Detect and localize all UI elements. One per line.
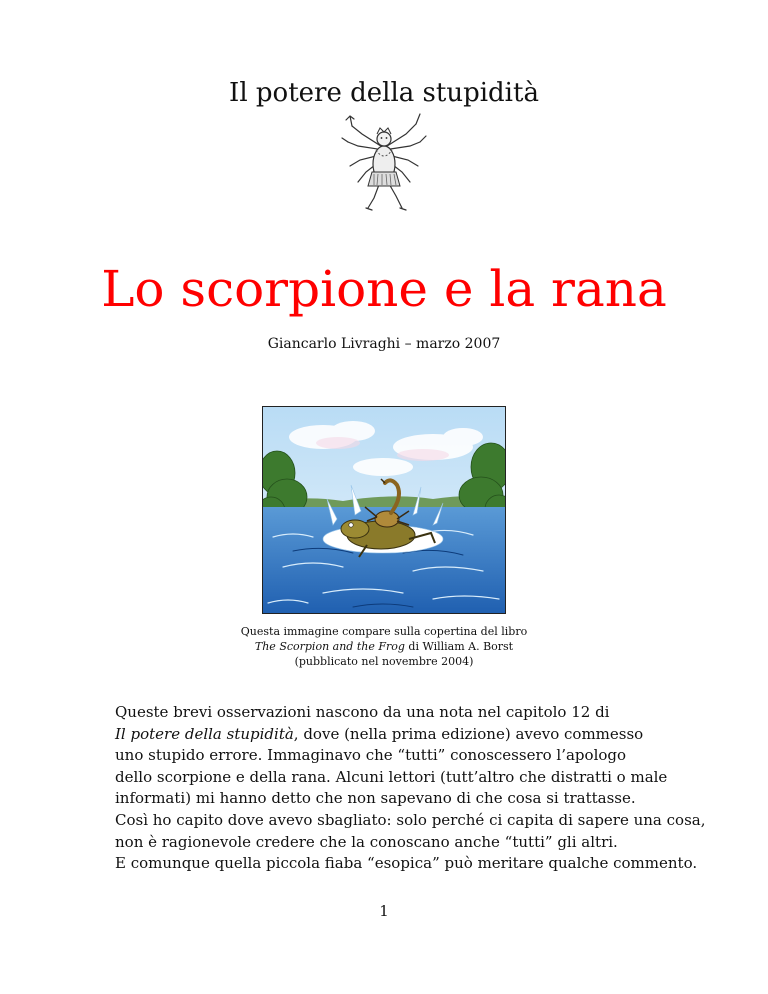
body-line: non è ragionevole credere che la conoscano anche “tutti” gli altri. — [115, 832, 618, 851]
body-line: informati) mi hanno detto che non sapevano di che cosa si trattasse. — [115, 789, 636, 808]
body-line: Così ho capito dove avevo sbagliato: solo perché ci capita di sapere una cosa, — [115, 810, 706, 829]
body-line: E comunque quella piccola fiaba “esopica” può meritare qualche commento. — [115, 854, 698, 873]
body-line — [115, 724, 675, 746]
scorpion-and-frog-illustration — [262, 406, 506, 614]
caption-book-title: The Scorpion and the Frog — [254, 640, 405, 653]
caption-line-2 — [200, 639, 568, 654]
page-number: 1 — [379, 902, 389, 920]
body-line: uno stupido errore. Immaginavo che “tutti” conoscessero l’apologo — [115, 746, 627, 765]
byline: Giancarlo Livraghi – marzo 2007 — [267, 336, 501, 352]
caption-line-3: (pubblicato nel novembre 2004) — [294, 655, 474, 668]
main-title: Lo scorpione e la rana — [101, 260, 667, 318]
series-title: Il potere della stupidità — [229, 78, 539, 108]
body-line-rest: , dove (nella prima edizione) avevo commesso — [293, 724, 644, 743]
multi-armed-deity-icon — [340, 112, 428, 216]
caption-author: di William A. Borst — [404, 640, 514, 653]
body-paragraph — [115, 702, 706, 875]
caption-line-1: Questa immagine compare sulla copertina del libro — [240, 625, 528, 638]
image-caption — [200, 624, 568, 669]
book-title-reference: Il potere della stupidità — [115, 724, 294, 743]
body-line: dello scorpione e della rana. Alcuni lettori (tutt’altro che distratti o male — [115, 767, 668, 786]
body-line: Queste brevi osservazioni nascono da una nota nel capitolo 12 di — [115, 703, 610, 721]
